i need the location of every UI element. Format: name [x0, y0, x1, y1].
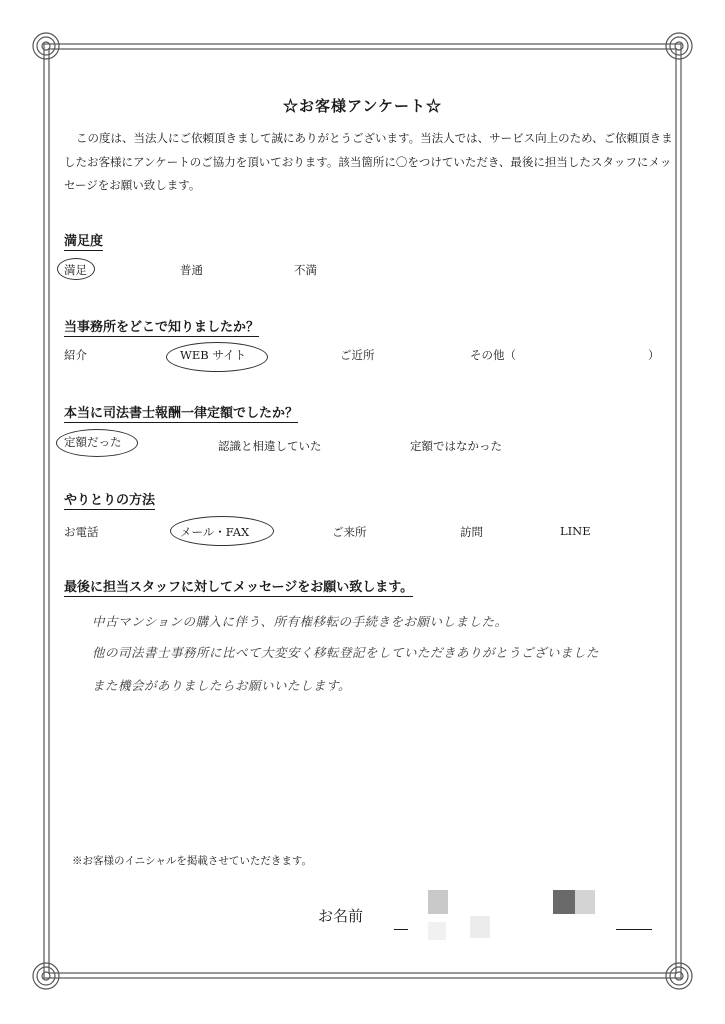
option-referral[interactable]: 紹介	[64, 348, 87, 362]
message-line-1: 中古マンションの購入に伴う、所有権移転の手続きをお願いしました。	[92, 614, 508, 629]
redacted-initial	[575, 890, 595, 914]
redacted-initial	[428, 922, 446, 940]
redacted-initial	[553, 890, 575, 914]
option-not-fixed[interactable]: 定額ではなかった	[410, 439, 502, 453]
name-blank-right	[616, 929, 652, 930]
redacted-initial	[428, 890, 448, 914]
option-other[interactable]: その他（	[470, 348, 516, 362]
option-visit-office[interactable]: ご来所	[332, 525, 367, 539]
option-satisfied[interactable]: 満足	[64, 263, 87, 277]
name-label: お名前	[318, 907, 364, 925]
fee-heading: 本当に司法書士報酬一律定額でしたか？	[64, 402, 298, 423]
option-different[interactable]: 認識と相違していた	[218, 439, 322, 453]
satisfaction-heading: 満足度	[64, 230, 103, 251]
message-line-2: 他の司法書士事務所に比べて大変安く移転登記をしていただきありがとうございました	[92, 645, 600, 660]
option-line[interactable]: LINE	[560, 524, 591, 538]
option-neighborhood[interactable]: ご近所	[340, 348, 375, 362]
option-phone[interactable]: お電話	[64, 525, 99, 539]
option-mail-fax[interactable]: メール・FAX	[180, 525, 250, 539]
message-heading: 最後に担当スタッフに対してメッセージをお願い致します。	[64, 576, 413, 597]
message-line-3: また機会がありましたらお願いいたします。	[92, 678, 352, 693]
option-fixed[interactable]: 定額だった	[64, 435, 122, 449]
option-website[interactable]: WEB サイト	[180, 348, 247, 362]
option-normal[interactable]: 普通	[180, 263, 203, 277]
name-blank-left	[394, 929, 408, 930]
contact-heading: やりとりの方法	[64, 489, 155, 510]
survey-title: ☆お客様アンケート☆	[282, 97, 443, 115]
option-other-close: ）	[648, 348, 660, 362]
option-unsatisfied[interactable]: 不満	[294, 263, 317, 277]
initial-note: ※お客様のイニシャルを掲載させていただきます。	[72, 855, 313, 867]
intro-text: この度は、当法人にご依頼頂きまして誠にありがとうございます。当法人では、サービス向上のため、ご依頼頂きましたお客様にアンケートのご協力を頂いております。該当箇所に〇をつけていただき、最後に担当したスタッフにメッセージをお願い致します。	[64, 131, 673, 192]
source-heading: 当事務所をどこで知りましたか？	[64, 316, 259, 337]
option-home-visit[interactable]: 訪問	[460, 525, 483, 539]
redacted-initial	[470, 916, 490, 938]
